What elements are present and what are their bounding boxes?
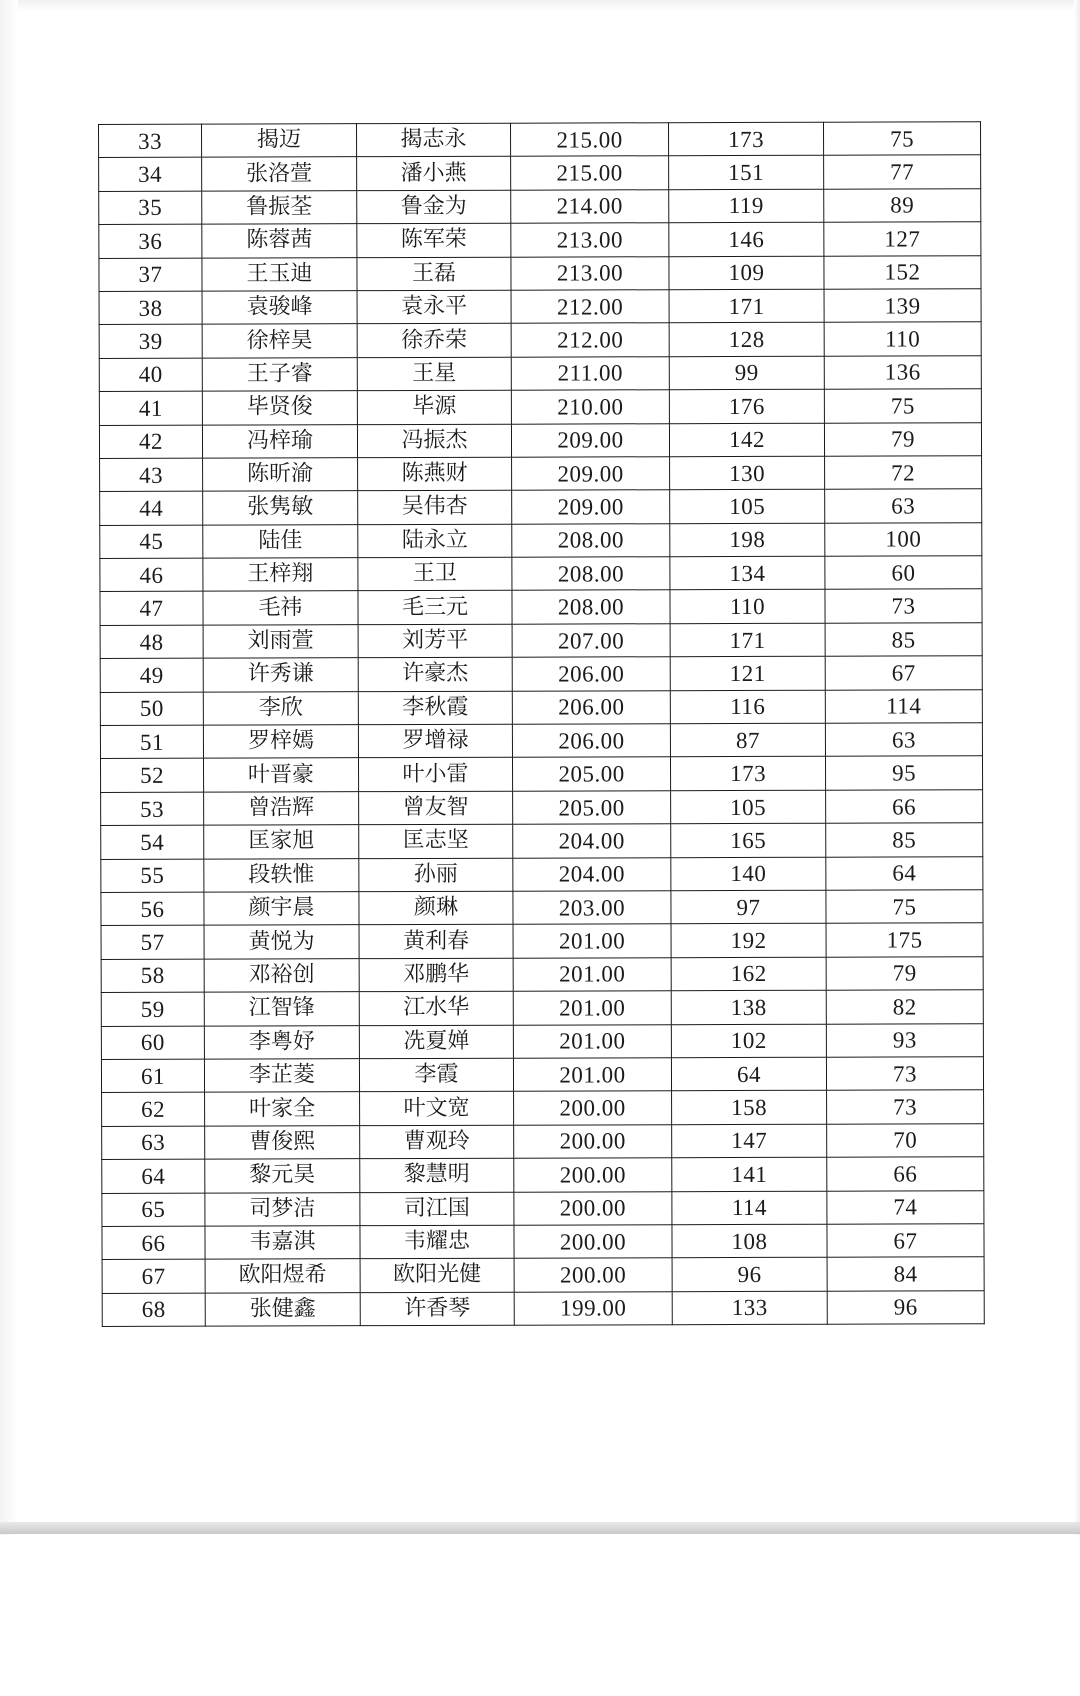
rank-cell: 33	[99, 124, 202, 158]
student-name-cell: 袁骏峰	[202, 291, 357, 325]
student-name-cell: 黄悦为	[204, 925, 359, 959]
parent-name-cell: 刘芳平	[358, 624, 512, 658]
blank-margin	[0, 1535, 1080, 1696]
count-a-cell: 151	[669, 156, 824, 190]
student-name-cell: 王子睿	[202, 357, 357, 391]
rank-cell: 68	[102, 1293, 205, 1327]
table-row	[99, 155, 981, 191]
table-row	[99, 255, 981, 291]
parent-name-cell: 王卫	[358, 557, 512, 591]
student-name-cell: 冯梓瑜	[202, 424, 357, 458]
table-row	[99, 289, 981, 325]
count-a-cell: 97	[671, 890, 826, 924]
student-name-cell: 曹俊熙	[205, 1125, 360, 1159]
parent-name-cell: 叶小雷	[358, 758, 512, 792]
score-cell: 201.00	[513, 991, 671, 1025]
count-a-cell: 142	[669, 423, 824, 457]
score-cell: 204.00	[513, 824, 671, 858]
parent-name-cell: 袁永平	[357, 290, 511, 324]
table-row	[101, 990, 983, 1026]
student-name-cell: 王玉迪	[202, 257, 357, 291]
rank-cell: 47	[100, 592, 203, 626]
count-a-cell: 165	[671, 823, 826, 857]
rank-cell: 50	[100, 692, 203, 726]
parent-name-cell: 徐乔荣	[357, 324, 511, 358]
student-name-cell: 张健鑫	[205, 1292, 360, 1326]
count-b-cell: 63	[825, 723, 982, 757]
table-row	[100, 656, 982, 692]
count-b-cell: 74	[827, 1190, 984, 1224]
rank-cell: 49	[100, 658, 203, 692]
count-a-cell: 109	[669, 256, 824, 290]
score-cell: 210.00	[511, 390, 669, 424]
count-b-cell: 79	[824, 422, 981, 456]
score-cell: 212.00	[511, 290, 669, 324]
parent-name-cell: 孙丽	[359, 858, 513, 892]
parent-name-cell: 司江国	[360, 1192, 514, 1226]
student-name-cell: 揭迈	[202, 124, 357, 158]
score-cell: 209.00	[511, 423, 669, 457]
table-row	[102, 1290, 984, 1326]
parent-name-cell: 王星	[357, 357, 511, 391]
student-name-cell: 徐梓昊	[202, 324, 357, 358]
score-cell: 212.00	[511, 323, 669, 357]
count-b-cell: 93	[826, 1023, 983, 1057]
student-name-cell: 邓裕创	[204, 958, 359, 992]
student-name-cell: 陈蓉茜	[202, 224, 357, 258]
score-cell: 206.00	[512, 657, 670, 691]
parent-name-cell: 黎慧明	[360, 1158, 514, 1192]
rank-cell: 36	[99, 224, 202, 258]
student-name-cell: 匡家旭	[204, 825, 359, 859]
count-b-cell: 95	[825, 756, 982, 790]
student-name-cell: 罗梓嫣	[203, 725, 358, 759]
count-b-cell: 60	[825, 556, 982, 590]
table-row	[101, 823, 983, 859]
count-b-cell: 75	[826, 890, 983, 924]
count-a-cell: 128	[669, 323, 824, 357]
rank-cell: 42	[99, 425, 202, 459]
count-b-cell: 89	[824, 189, 981, 223]
score-cell: 208.00	[512, 557, 670, 591]
count-a-cell: 158	[672, 1091, 827, 1125]
rank-cell: 43	[100, 458, 203, 492]
parent-name-cell: 曹观玲	[360, 1125, 514, 1159]
score-cell: 199.00	[514, 1291, 672, 1325]
count-a-cell: 192	[671, 924, 826, 958]
count-b-cell: 67	[825, 656, 982, 690]
count-b-cell: 84	[827, 1257, 984, 1291]
student-name-cell: 刘雨萱	[203, 625, 358, 659]
count-a-cell: 99	[669, 356, 824, 390]
table-row	[101, 856, 983, 892]
parent-name-cell: 毕源	[357, 390, 511, 424]
table-row	[99, 189, 981, 225]
table-row	[102, 1224, 984, 1260]
student-name-cell: 段轶惟	[204, 858, 359, 892]
count-b-cell: 73	[826, 1057, 983, 1091]
rank-cell: 41	[99, 391, 202, 425]
count-a-cell: 96	[672, 1257, 827, 1291]
count-a-cell: 133	[672, 1291, 827, 1325]
parent-name-cell: 王磊	[357, 257, 511, 291]
table-row	[101, 923, 983, 959]
parent-name-cell: 匡志坚	[359, 824, 513, 858]
parent-name-cell: 吴伟杏	[358, 490, 512, 524]
rank-cell: 60	[101, 1026, 204, 1060]
parent-name-cell: 颜琳	[359, 891, 513, 925]
count-a-cell: 102	[671, 1024, 826, 1058]
count-a-cell: 198	[670, 523, 825, 557]
student-name-cell: 曾浩辉	[204, 791, 359, 825]
parent-name-cell: 韦耀忠	[360, 1225, 514, 1259]
ranking-table-body	[99, 122, 985, 1327]
student-name-cell: 黎元昊	[205, 1159, 360, 1193]
count-b-cell: 110	[824, 322, 981, 356]
score-cell: 203.00	[513, 891, 671, 925]
score-cell: 207.00	[512, 624, 670, 658]
rank-cell: 67	[102, 1259, 205, 1293]
rank-cell: 45	[100, 525, 203, 559]
count-b-cell: 77	[824, 155, 981, 189]
rank-cell: 53	[101, 792, 204, 826]
count-b-cell: 100	[825, 522, 982, 556]
rank-cell: 59	[101, 992, 204, 1026]
table-row	[100, 556, 982, 592]
table-row	[102, 1157, 984, 1193]
student-name-cell: 叶晋豪	[203, 758, 358, 792]
score-cell: 200.00	[514, 1191, 672, 1225]
table-row	[99, 389, 981, 425]
rank-cell: 46	[100, 558, 203, 592]
student-name-cell: 毕贤俊	[202, 391, 357, 425]
score-cell: 206.00	[512, 690, 670, 724]
student-name-cell: 张隽敏	[203, 491, 358, 525]
rank-cell: 55	[101, 859, 204, 893]
count-b-cell: 79	[826, 956, 983, 990]
student-name-cell: 李欣	[203, 691, 358, 725]
scan-left-edge	[0, 0, 18, 1535]
parent-name-cell: 邓鹏华	[359, 958, 513, 992]
student-name-cell: 司梦洁	[205, 1192, 360, 1226]
count-a-cell: 108	[672, 1224, 827, 1258]
table-row	[101, 790, 983, 826]
student-name-cell: 毛祎	[203, 591, 358, 625]
rank-cell: 62	[102, 1092, 205, 1126]
student-name-cell: 李芷菱	[204, 1059, 359, 1093]
score-cell: 214.00	[511, 189, 669, 223]
score-cell: 213.00	[511, 256, 669, 290]
student-name-cell: 许秀谦	[203, 658, 358, 692]
table-row	[99, 422, 981, 458]
score-cell: 204.00	[513, 857, 671, 891]
score-cell: 200.00	[514, 1225, 672, 1259]
parent-name-cell: 罗增禄	[358, 724, 512, 758]
rank-cell: 57	[101, 926, 204, 960]
score-cell: 208.00	[512, 523, 670, 557]
rank-cell: 48	[100, 625, 203, 659]
score-cell: 201.00	[513, 1058, 671, 1092]
parent-name-cell: 揭志永	[357, 123, 511, 157]
table-row	[100, 489, 982, 525]
count-b-cell: 70	[827, 1123, 984, 1157]
count-b-cell: 136	[824, 355, 981, 389]
score-cell: 205.00	[513, 791, 671, 825]
student-name-cell: 王梓翔	[203, 558, 358, 592]
student-name-cell: 鲁振荃	[202, 190, 357, 224]
table-row	[102, 1190, 984, 1226]
scan-right-edge	[1074, 0, 1080, 1535]
parent-name-cell: 叶文宽	[360, 1092, 514, 1126]
count-b-cell: 85	[826, 823, 983, 857]
student-name-cell: 韦嘉淇	[205, 1226, 360, 1260]
count-a-cell: 141	[672, 1157, 827, 1191]
count-a-cell: 171	[670, 623, 825, 657]
count-b-cell: 127	[824, 222, 981, 256]
count-b-cell: 139	[824, 289, 981, 323]
count-b-cell: 75	[824, 389, 981, 423]
count-a-cell: 87	[670, 723, 825, 757]
rank-cell: 58	[101, 959, 204, 993]
parent-name-cell: 潘小燕	[357, 157, 511, 191]
table-row	[100, 623, 982, 659]
table-row	[102, 1123, 984, 1159]
count-a-cell: 114	[672, 1191, 827, 1225]
rank-cell: 35	[99, 191, 202, 225]
score-cell: 201.00	[513, 924, 671, 958]
count-a-cell: 173	[668, 122, 823, 156]
parent-name-cell: 陆永立	[358, 524, 512, 558]
count-a-cell: 140	[671, 857, 826, 891]
count-a-cell: 110	[670, 590, 825, 624]
table-row	[99, 322, 981, 358]
score-cell: 206.00	[512, 724, 670, 758]
student-name-cell: 李粤妤	[204, 1025, 359, 1059]
rank-cell: 66	[102, 1226, 205, 1260]
count-b-cell: 73	[827, 1090, 984, 1124]
table-row	[102, 1090, 984, 1126]
count-b-cell: 114	[825, 689, 982, 723]
count-b-cell: 85	[825, 623, 982, 657]
parent-name-cell: 鲁金为	[357, 190, 511, 224]
ranking-table	[98, 121, 985, 1327]
parent-name-cell: 曾友智	[359, 791, 513, 825]
score-cell: 205.00	[512, 757, 670, 791]
rank-cell: 44	[100, 491, 203, 525]
count-b-cell: 63	[825, 489, 982, 523]
parent-name-cell: 冼夏婵	[359, 1025, 513, 1059]
parent-name-cell: 冯振杰	[357, 424, 511, 458]
score-cell: 215.00	[510, 123, 668, 157]
count-b-cell: 152	[824, 255, 981, 289]
count-a-cell: 64	[671, 1057, 826, 1091]
score-cell: 201.00	[513, 957, 671, 991]
student-name-cell: 陈昕渝	[203, 458, 358, 492]
table-row	[100, 589, 982, 625]
table-row	[99, 222, 981, 258]
count-a-cell: 147	[672, 1124, 827, 1158]
parent-name-cell: 李霞	[359, 1058, 513, 1092]
rank-cell: 38	[99, 291, 202, 325]
parent-name-cell: 黄利春	[359, 925, 513, 959]
parent-name-cell: 江水华	[359, 991, 513, 1025]
count-b-cell: 96	[827, 1290, 984, 1324]
rank-cell: 56	[101, 892, 204, 926]
student-name-cell: 颜宇晨	[204, 892, 359, 926]
score-cell: 209.00	[512, 457, 670, 491]
rank-cell: 40	[99, 358, 202, 392]
count-a-cell: 176	[669, 389, 824, 423]
scan-top-edge	[0, 0, 1080, 12]
rank-cell: 61	[101, 1059, 204, 1093]
student-name-cell: 江智锋	[204, 992, 359, 1026]
score-cell: 208.00	[512, 590, 670, 624]
count-b-cell: 66	[826, 790, 983, 824]
count-b-cell: 64	[826, 856, 983, 890]
parent-name-cell: 毛三元	[358, 591, 512, 625]
count-b-cell: 82	[826, 990, 983, 1024]
scan-bottom-edge	[0, 1522, 1080, 1534]
count-a-cell: 121	[670, 656, 825, 690]
parent-name-cell: 陈军荣	[357, 223, 511, 257]
count-b-cell: 66	[827, 1157, 984, 1191]
count-b-cell: 72	[825, 456, 982, 490]
table-row	[100, 689, 982, 725]
student-name-cell: 陆佳	[203, 524, 358, 558]
score-cell: 200.00	[514, 1158, 672, 1192]
rank-cell: 34	[99, 158, 202, 192]
count-b-cell: 67	[827, 1224, 984, 1258]
count-a-cell: 162	[671, 957, 826, 991]
count-a-cell: 116	[670, 690, 825, 724]
rank-cell: 51	[100, 725, 203, 759]
table-row	[100, 456, 982, 492]
score-cell: 200.00	[514, 1124, 672, 1158]
score-cell: 200.00	[514, 1258, 672, 1292]
parent-name-cell: 许香琴	[360, 1292, 514, 1326]
score-cell: 200.00	[514, 1091, 672, 1125]
count-b-cell: 75	[823, 122, 980, 156]
count-a-cell: 119	[669, 189, 824, 223]
table-row	[100, 756, 982, 792]
student-name-cell: 叶家全	[205, 1092, 360, 1126]
parent-name-cell: 许豪杰	[358, 657, 512, 691]
parent-name-cell: 欧阳光健	[360, 1258, 514, 1292]
rank-cell: 63	[102, 1126, 205, 1160]
table-row	[102, 1257, 984, 1293]
count-a-cell: 173	[670, 757, 825, 791]
score-cell: 211.00	[511, 356, 669, 390]
student-name-cell: 欧阳煜希	[205, 1259, 360, 1293]
rank-cell: 64	[102, 1159, 205, 1193]
table-row	[100, 522, 982, 558]
parent-name-cell: 李秋霞	[358, 691, 512, 725]
table-row	[101, 956, 983, 992]
score-cell: 201.00	[513, 1024, 671, 1058]
count-b-cell: 175	[826, 923, 983, 957]
score-cell: 213.00	[511, 223, 669, 257]
score-cell: 215.00	[511, 156, 669, 190]
rank-cell: 52	[100, 759, 203, 793]
count-a-cell: 171	[669, 289, 824, 323]
rank-cell: 39	[99, 325, 202, 359]
table-row	[100, 723, 982, 759]
count-a-cell: 130	[670, 456, 825, 490]
count-a-cell: 105	[671, 790, 826, 824]
table-row	[99, 122, 981, 158]
count-a-cell: 146	[669, 222, 824, 256]
table-row	[101, 1057, 983, 1093]
count-a-cell: 138	[671, 990, 826, 1024]
parent-name-cell: 陈燕财	[358, 457, 512, 491]
count-a-cell: 134	[670, 556, 825, 590]
student-name-cell: 张洛萱	[202, 157, 357, 191]
count-a-cell: 105	[670, 490, 825, 524]
rank-cell: 65	[102, 1193, 205, 1227]
rank-cell: 54	[101, 825, 204, 859]
count-b-cell: 73	[825, 589, 982, 623]
score-cell: 209.00	[512, 490, 670, 524]
table-row	[101, 890, 983, 926]
table-row	[99, 355, 981, 391]
table-row	[101, 1023, 983, 1059]
rank-cell: 37	[99, 258, 202, 292]
